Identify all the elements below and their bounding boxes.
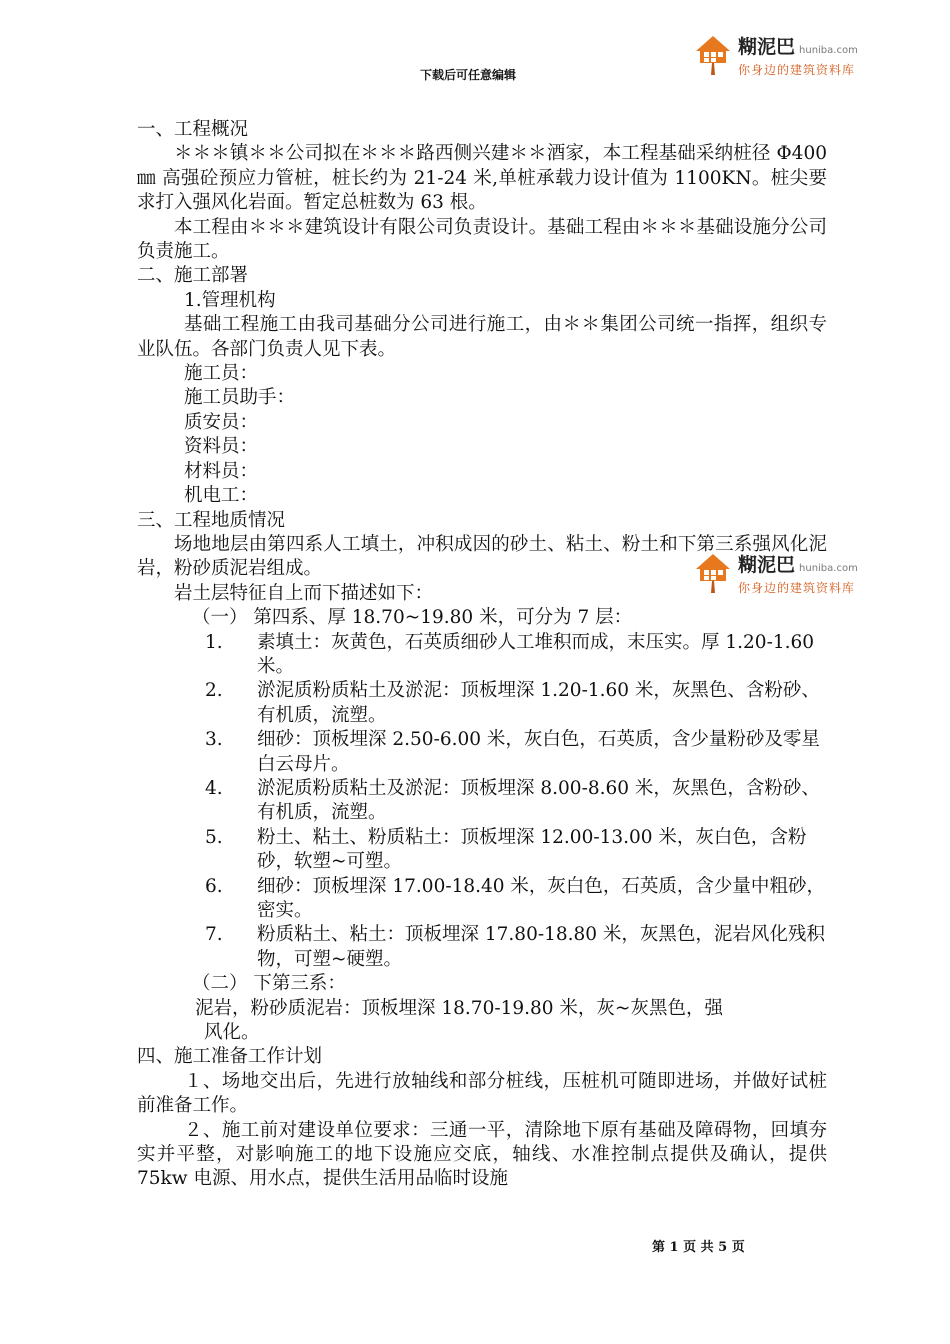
layer-number: 4. — [205, 777, 223, 799]
layer-number: 1. — [205, 631, 223, 653]
layer-number: 3. — [205, 729, 223, 751]
layer-item — [205, 777, 827, 826]
layer-item — [205, 631, 827, 680]
section-1-paragraph-1: ＊＊＊镇＊＊公司拟在＊＊＊路西侧兴建＊＊酒家，本工程基础采纳桩径 Φ400㎜ 高强砼预应力管桩，桩长约为 21-24 米,单桩承载力设计值为 1100KN。桩尖要求打入强风化岩面。暂定总桩数为 63 根。 — [137, 143, 827, 214]
house-brush-icon — [694, 33, 732, 77]
section-4-title: 四、施工准备工作计划 — [137, 1046, 323, 1068]
rock-description-line-1: 泥岩，粉砂质泥岩：顶板埋深 18.70-19.80 米，灰~灰黑色，强 — [195, 997, 723, 1019]
role-line: 机电工： — [184, 485, 259, 507]
layer-text: 淤泥质粉质粘土及淤泥：顶板埋深 8.00-8.60 米，灰黑色，含粉砂、有机质，流塑。 — [257, 777, 820, 824]
section-3-paragraph-1: 场地地层由第四系人工填土，冲积成因的砂土、粘土、粉土和下第三系强风化泥岩，粉砂质泥岩组成。 — [137, 533, 827, 580]
layer-number: 2. — [205, 680, 223, 702]
layer-text: 粉土、粘土、粉质粘土：顶板埋深 12.00-13.00 米，灰白色，含粉砂，软塑~可塑。 — [257, 826, 807, 873]
logo-site: huniba.com — [799, 563, 858, 574]
role-line: 质安员： — [184, 411, 259, 433]
layer-text: 细砂：顶板埋深 17.00-18.40 米，灰白色，石英质，含少量中粗砂，密实。 — [257, 875, 825, 921]
layer-group-2-title: （二） 下第三系： — [192, 973, 346, 995]
document-body — [137, 118, 827, 1192]
logo-site: huniba.com — [799, 45, 858, 56]
role-line: 施工员助手： — [184, 387, 296, 409]
page-number-footer: 第 1 页 共 5 页 — [652, 1240, 745, 1255]
layer-number: 5. — [205, 826, 223, 848]
layer-item — [205, 826, 827, 875]
rock-description — [195, 997, 827, 1046]
page-header-note: 下载后可任意编辑 — [420, 68, 517, 82]
section-3-paragraph-2: 岩土层特征自上而下描述如下： — [174, 582, 434, 604]
role-line: 材料员： — [184, 460, 259, 482]
layer-item — [205, 923, 827, 972]
section-4-paragraph-1: １、场地交出后，先进行放轴线和部分桩线，压桩机可随即进场，并做好试桩前准备工作。 — [137, 1070, 827, 1117]
section-3-title: 三、工程地质情况 — [137, 509, 286, 531]
layer-number: 7. — [205, 924, 223, 946]
layer-item — [205, 679, 827, 728]
section-2-title: 二、施工部署 — [137, 265, 249, 287]
logo-slogan: 你身边的建筑资料库 — [738, 581, 856, 595]
section-1-paragraph-2: 本工程由＊＊＊建筑设计有限公司负责设计。基础工程由＊＊＊基础设施分公司负责施工。 — [137, 216, 827, 263]
layer-group-1-title: （一） 第四系、厚 18.70~19.80 米，可分为 7 层： — [192, 607, 633, 629]
rock-description-line-2: 风化。 — [204, 1022, 260, 1044]
layer-text: 淤泥质粉质粘土及淤泥：顶板埋深 1.20-1.60 米，灰黑色、含粉砂、有机质，流塑。 — [257, 680, 820, 726]
layer-number: 6. — [205, 875, 223, 897]
section-1-title: 一、工程概况 — [137, 119, 249, 140]
layer-text: 细砂：顶板埋深 2.50-6.00 米，灰白色，石英质，含少量粉砂及零星白云母片。 — [257, 729, 820, 775]
logo-slogan: 你身边的建筑资料库 — [738, 63, 856, 77]
section-2-paragraph: 基础工程施工由我司基础分公司进行施工，由＊＊集团公司统一指挥，组织专业队伍。各部门负责人见下表。 — [137, 314, 827, 360]
section-2-subtitle: 1.管理机构 — [184, 289, 276, 311]
layer-text: 粉质粘土、粘土：顶板埋深 17.80-18.80 米，灰黑色，泥岩风化残积物，可塑~硬塑。 — [257, 924, 825, 970]
section-4-paragraph-2: ２、施工前对建设单位要求：三通一平，清除地下原有基础及障碍物，回填夯实并平整，对影响施工的地下设施应交底，轴线、水准控制点提供及确认，提供 75kw 电源、用水点，提供生活用品临时设施 — [137, 1119, 827, 1190]
layer-text: 素填土：灰黄色，石英质细砂人工堆积而成，末压实。厚 1.20-1.60 米。 — [257, 631, 815, 677]
logo-brand: 糊泥巴 — [738, 36, 796, 58]
site-logo-top — [694, 30, 864, 80]
layer-item — [205, 875, 827, 924]
logo-brand: 糊泥巴 — [738, 554, 796, 576]
layer-item — [205, 728, 827, 777]
role-line: 资料员： — [184, 436, 259, 458]
role-line: 施工员： — [184, 363, 259, 385]
